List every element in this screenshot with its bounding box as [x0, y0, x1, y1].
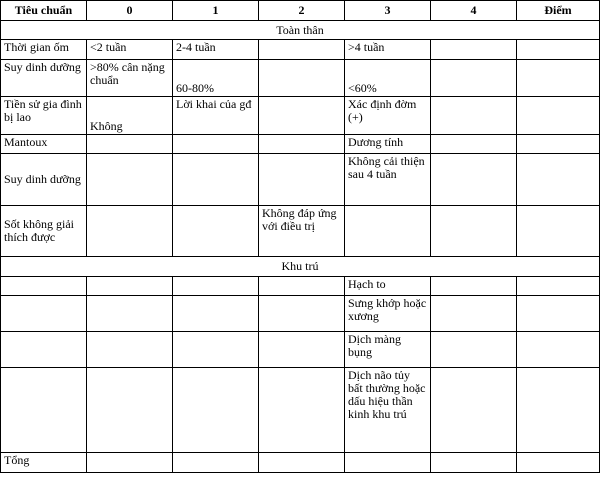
table-cell: <60% — [345, 60, 431, 97]
table-row — [1, 296, 600, 332]
table-cell — [259, 97, 345, 135]
table-cell — [259, 40, 345, 60]
table-cell — [87, 296, 173, 332]
table-cell — [517, 332, 600, 368]
table-row — [1, 60, 600, 97]
header-row — [1, 1, 600, 21]
table-cell — [517, 206, 600, 257]
table-cell — [259, 135, 345, 154]
table-cell — [173, 277, 259, 296]
table-cell — [517, 277, 600, 296]
table-cell — [87, 154, 173, 206]
table-cell — [259, 368, 345, 453]
table-cell — [431, 206, 517, 257]
table-cell — [431, 154, 517, 206]
table-cell — [259, 332, 345, 368]
table-cell: Dịch não tủy bất thường hoặc dấu hiệu thần kinh khu trú — [345, 368, 431, 453]
table-cell — [431, 40, 517, 60]
table-cell: Mantoux — [1, 135, 87, 154]
table-cell — [431, 60, 517, 97]
table-cell — [517, 40, 600, 60]
table-row — [1, 40, 600, 60]
table-row — [1, 277, 600, 296]
table-cell — [173, 332, 259, 368]
table-cell — [173, 154, 259, 206]
table-cell: Dương tính — [345, 135, 431, 154]
total-row — [1, 453, 600, 473]
table-cell: Không — [87, 97, 173, 135]
table-cell: Hạch to — [345, 277, 431, 296]
table-cell — [1, 277, 87, 296]
table-cell — [431, 135, 517, 154]
table-cell: Suy dinh dưỡng — [1, 154, 87, 206]
table-cell — [1, 332, 87, 368]
section-title-general: Toàn thân — [1, 21, 600, 40]
table-cell — [517, 135, 600, 154]
table-cell — [173, 135, 259, 154]
table-cell — [431, 332, 517, 368]
table-cell: Xác định đờm (+) — [345, 97, 431, 135]
header-score-3: 3 — [345, 1, 431, 21]
table-cell — [87, 135, 173, 154]
table-cell — [431, 97, 517, 135]
table-cell — [517, 97, 600, 135]
table-row — [1, 154, 600, 206]
table-cell — [259, 453, 345, 473]
table-cell — [259, 154, 345, 206]
table-cell — [431, 453, 517, 473]
table-cell — [87, 332, 173, 368]
table-row — [1, 97, 600, 135]
section-row-local — [1, 257, 600, 277]
table-cell: 60-80% — [173, 60, 259, 97]
header-score-0: 0 — [87, 1, 173, 21]
table-cell: 2-4 tuần — [173, 40, 259, 60]
table-cell: Sốt không giải thích được — [1, 206, 87, 257]
header-score-2: 2 — [259, 1, 345, 21]
table-cell — [431, 296, 517, 332]
table-row — [1, 368, 600, 453]
table-cell — [259, 296, 345, 332]
table-cell: Dịch màng bụng — [345, 332, 431, 368]
table-cell: Suy dinh dưỡng — [1, 60, 87, 97]
table-cell — [259, 277, 345, 296]
table-cell — [345, 453, 431, 473]
table-cell: >80% cân nặng chuẩn — [87, 60, 173, 97]
table-cell — [173, 296, 259, 332]
table-cell — [517, 154, 600, 206]
table-cell — [87, 368, 173, 453]
table-cell — [173, 453, 259, 473]
table-cell — [173, 368, 259, 453]
table-cell — [517, 368, 600, 453]
table-cell: Sưng khớp hoặc xương — [345, 296, 431, 332]
section-title-local: Khu trú — [1, 257, 600, 277]
table-cell — [87, 453, 173, 473]
section-row-general — [1, 21, 600, 40]
table-cell — [1, 368, 87, 453]
table-cell — [1, 296, 87, 332]
table-row — [1, 332, 600, 368]
table-cell: <2 tuần — [87, 40, 173, 60]
table-cell: Không đáp ứng với điều trị — [259, 206, 345, 257]
table-cell: Không cải thiện sau 4 tuần — [345, 154, 431, 206]
table-cell: Tổng — [1, 453, 87, 473]
table-cell — [517, 60, 600, 97]
table-cell — [431, 368, 517, 453]
header-score-1: 1 — [173, 1, 259, 21]
table-cell — [345, 206, 431, 257]
header-criteria: Tiêu chuẩn — [1, 1, 87, 21]
table-cell: Thời gian ốm — [1, 40, 87, 60]
header-points: Điểm — [517, 1, 600, 21]
table-cell — [87, 277, 173, 296]
table-cell — [431, 277, 517, 296]
table-cell — [517, 296, 600, 332]
table-cell — [87, 206, 173, 257]
table-cell — [173, 206, 259, 257]
table-cell: Lời khai của gđ — [173, 97, 259, 135]
header-score-4: 4 — [431, 1, 517, 21]
table-cell — [259, 60, 345, 97]
table-cell: >4 tuần — [345, 40, 431, 60]
table-cell — [517, 453, 600, 473]
table-cell: Tiền sử gia đình bị lao — [1, 97, 87, 135]
table-row — [1, 206, 600, 257]
table-row — [1, 135, 600, 154]
